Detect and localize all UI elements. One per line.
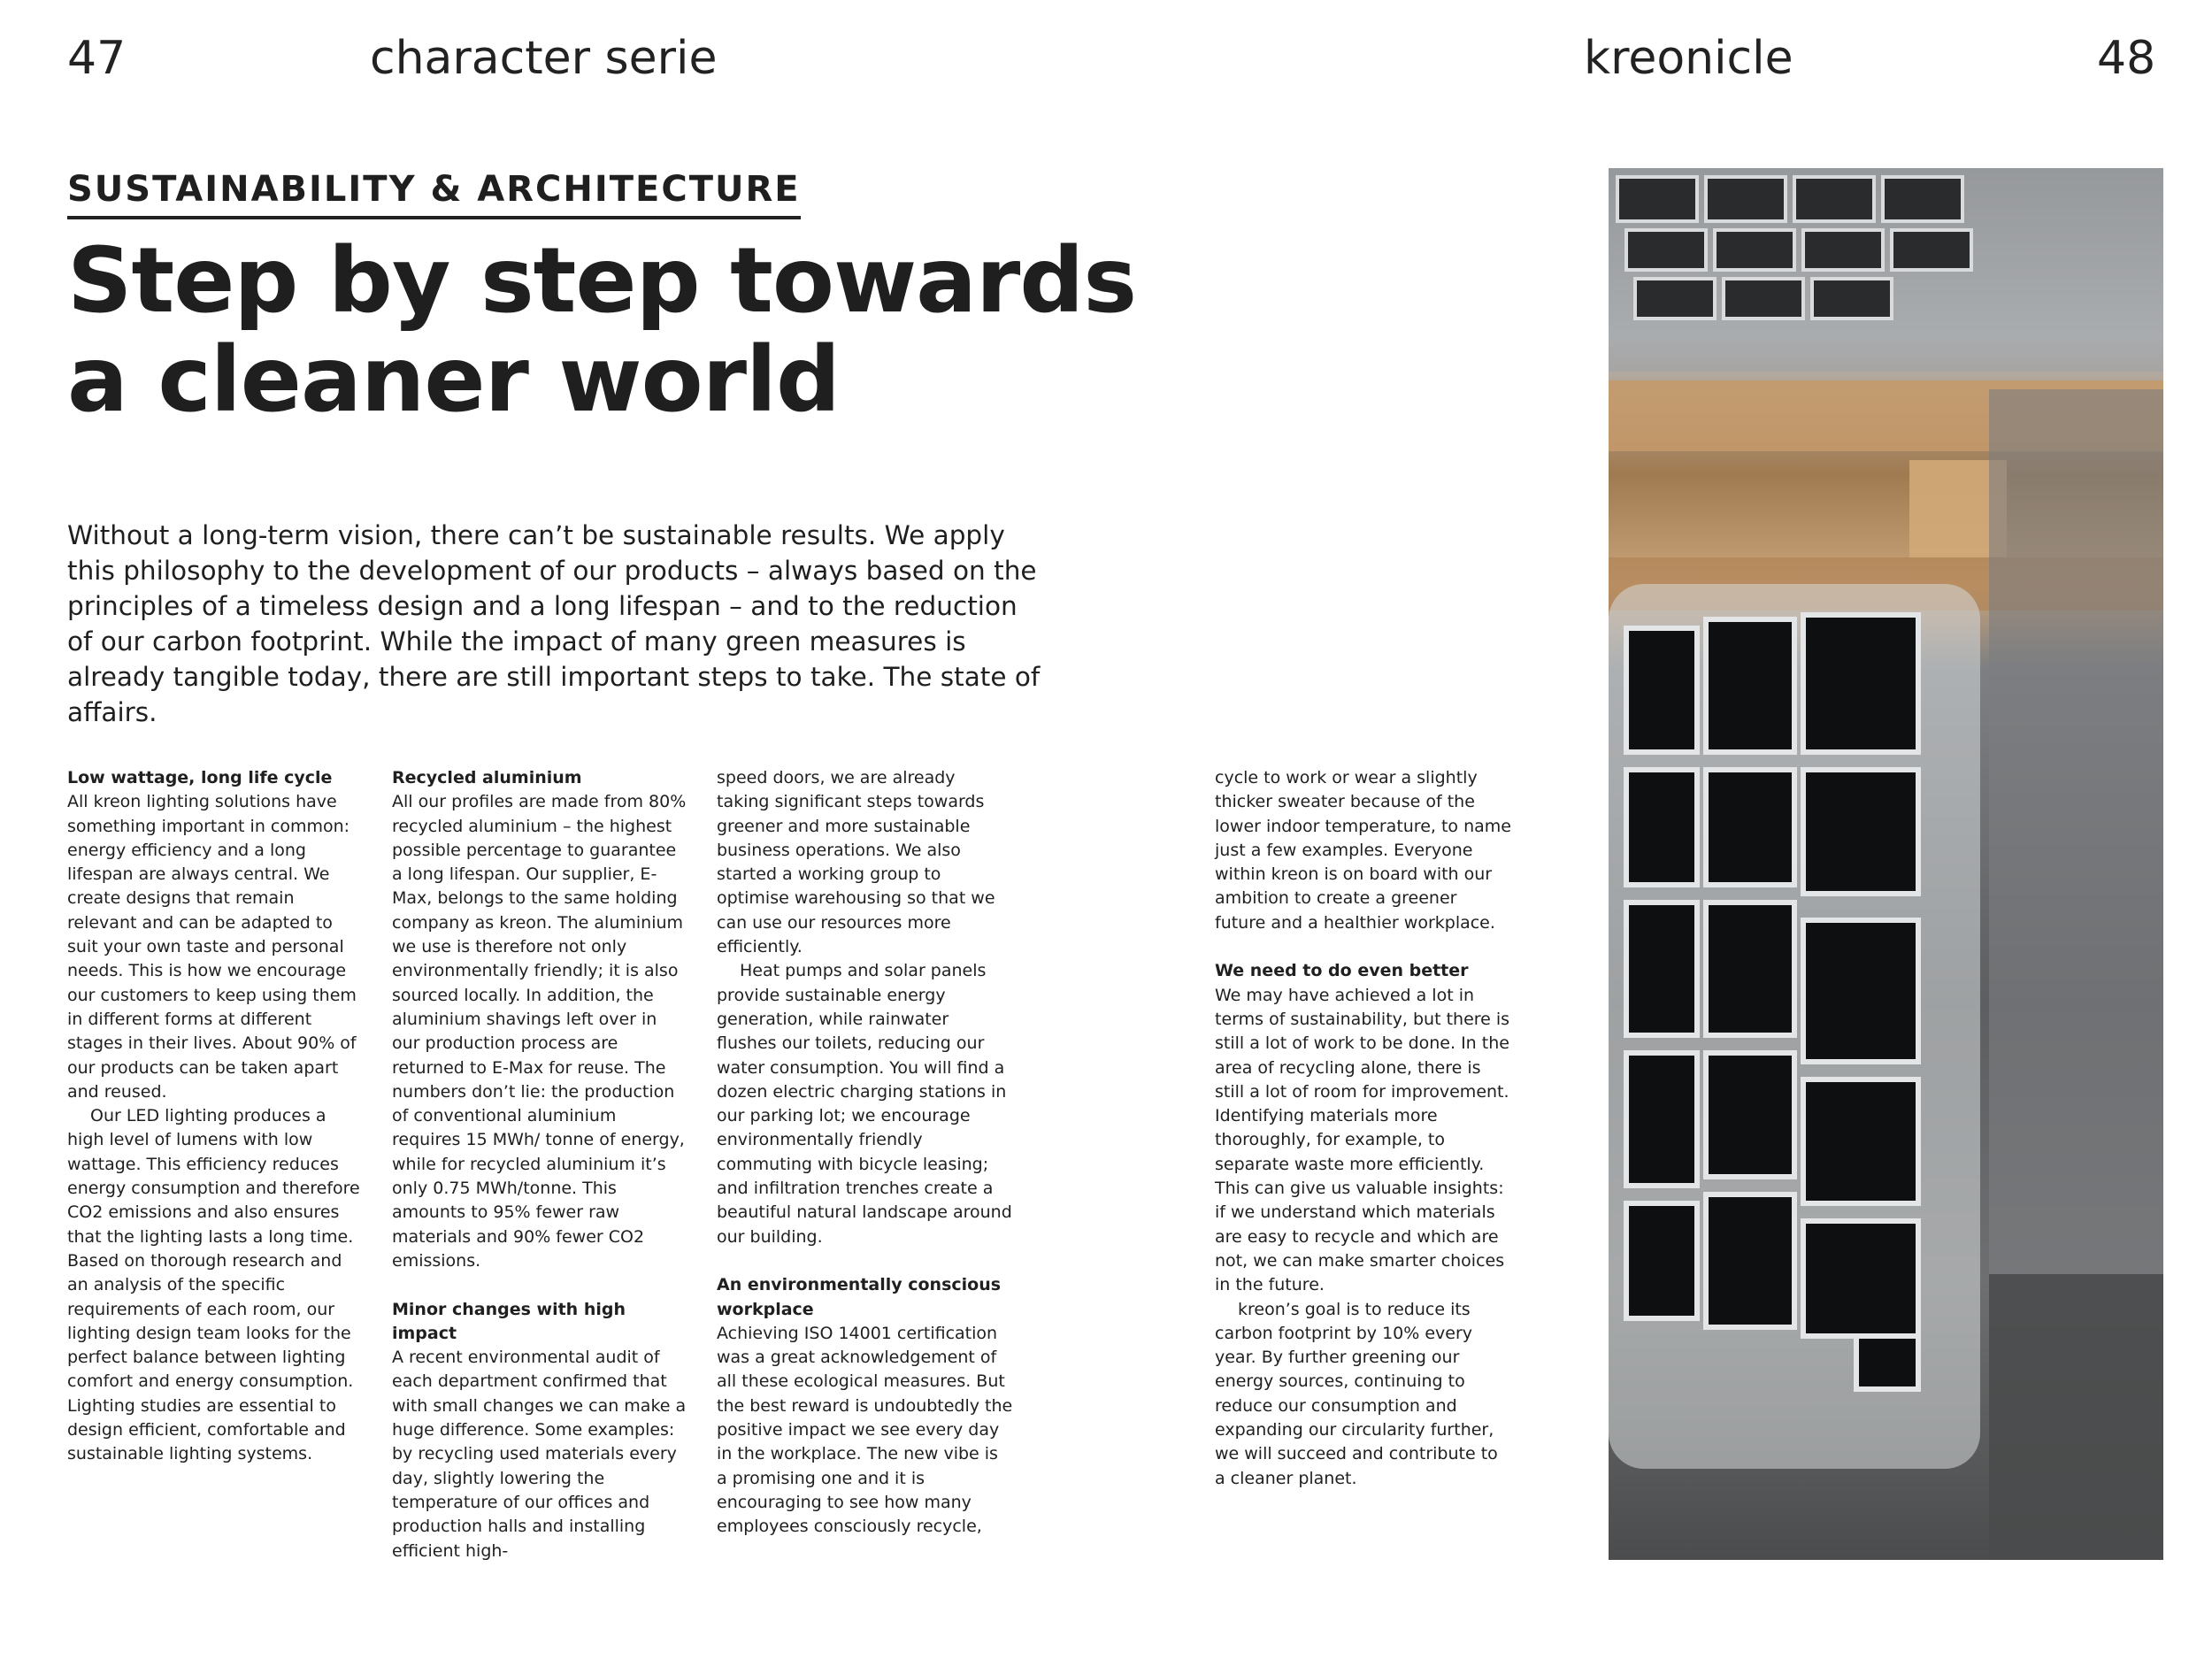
series-title: character serie [370, 32, 718, 85]
paragraph-gap [392, 1273, 688, 1297]
text-column-3 [717, 766, 1013, 1540]
photo-illustration [1609, 168, 2163, 1560]
body-paragraph: All kreon lighting solutions have something important in common: energy efficiency and a long lifespan are always central. We create designs that remain relevant and can be adapted to suit your own taste and personal needs. This is how we encourage our customers to keep using them in different forms at different stages in their lives. About 90% of our products can be taken apart and reused. [67, 792, 357, 1102]
body-paragraph: kreon’s goal is to reduce its carbon footprint by 10% every year. By further greening our energy sources, continuing to reduce our consumption and expanding our circularity further, we will succeed and contribute to a cleaner planet. [1215, 1299, 1498, 1488]
section-kicker: SUSTAINABILITY & ARCHITECTURE [67, 168, 801, 219]
aluminium-profiles-photo [1609, 168, 2163, 1560]
subheading: Recycled aluminium [392, 768, 582, 787]
text-column-4 [1215, 766, 1511, 1491]
page-number-right: 48 [2097, 32, 2156, 85]
body-paragraph: cycle to work or wear a slightly thicker sweater because of the lower indoor temperature, to name just a few examples. Everyone within kreon is on board with our ambition to create a greener future and a healthier workplace. [1215, 768, 1511, 933]
paragraph-gap [1215, 935, 1511, 959]
title-line-1: Step by step towards [67, 228, 1137, 334]
subheading: An environmentally conscious workplace [717, 1275, 1002, 1319]
page-number-left: 47 [67, 32, 127, 85]
lead-paragraph: Without a long-term vision, there can’t be sustainable results. We apply this philosophy to the development of our products – always based on the principles of a timeless design and a long lifespan – and to the reduction of our carbon footprint. While the impact of many green measures is already tangible today, there are still important steps to take. The state of affairs. [67, 520, 1041, 727]
paragraph-gap [717, 1249, 1013, 1273]
body-paragraph: Heat pumps and solar panels provide sustainable energy generation, while rainwater flushes our toilets, reducing our water consumption. You will find a dozen electric charging stations in our parking lot; we encourage environmentally friendly commuting with bicycle leasing; and infiltration trenches create a beautiful natural landscape around our building. [717, 961, 1012, 1247]
body-paragraph: Achieving ISO 14001 certification was a great acknowledgement of all these ecological measures. But the best reward is undoubtedly the positive impact we see every day in the workplace. The new vibe is a promising one and it is encouraging to see how many employees consciously recycle, [717, 1323, 1013, 1537]
subheading: Minor changes with high impact [392, 1299, 626, 1343]
body-paragraph: We may have achieved a lot in terms of sustainability, but there is still a lot of work to be done. In the area of recycling alone, there is still a lot of room for improvement. Identifying materials more thoroughly, for example, to separate waste more efficiently. This can give us valuable insights: if we understand which materials are easy to recycle and which are not, we can make smarter choices in the future. [1215, 985, 1510, 1295]
article-title [67, 228, 1217, 433]
body-paragraph: A recent environmental audit of each department confirmed that with small changes we can make a huge difference. Some examples: by recycling used materials every day, slightly lowering the temperature of our offices and production halls and installing efficient high- [392, 1348, 687, 1561]
subheading: We need to do even better [1215, 961, 1469, 981]
title-line-2: a cleaner world [67, 327, 840, 433]
text-column-1 [67, 766, 364, 1467]
text-column-2 [392, 766, 688, 1563]
body-paragraph: Our LED lighting produces a high level of lumens with low wattage. This efficiency reduces energy consumption and therefore CO2 emissions and also ensures that the lighting lasts a long time. Based on thorough research and an analysis of the specific requirements of each room, our lighting design team looks for the perfect balance between lighting comfort and energy consumption. Lighting studies are essential to design efficient, comfortable and sustainable lighting systems. [67, 1106, 360, 1464]
body-paragraph: speed doors, we are already taking significant steps towards greener and more sustainable business operations. We also started a working group to optimise warehousing so that we can use our resources more efficiently. [717, 768, 995, 957]
body-paragraph: All our profiles are made from 80% recycled aluminium – the highest possible percentage to guarantee a long lifespan. Our supplier, E-Max, belongs to the same holding company as kreon. The aluminium we use is therefore not only environmentally friendly; it is also sourced locally. In addition, the aluminium shavings left over in our production process are returned to E-Max for reuse. The numbers don’t lie: the production of conventional aluminium requires 15 MWh/ tonne of energy, while for recycled aluminium it’s only 0.75 MWh/tonne. This amounts to 95% fewer raw materials and 90% fewer CO2 emissions. [392, 792, 687, 1271]
magazine-brand: kreonicle [1584, 32, 1793, 85]
subheading: Low wattage, long life cycle [67, 768, 333, 787]
